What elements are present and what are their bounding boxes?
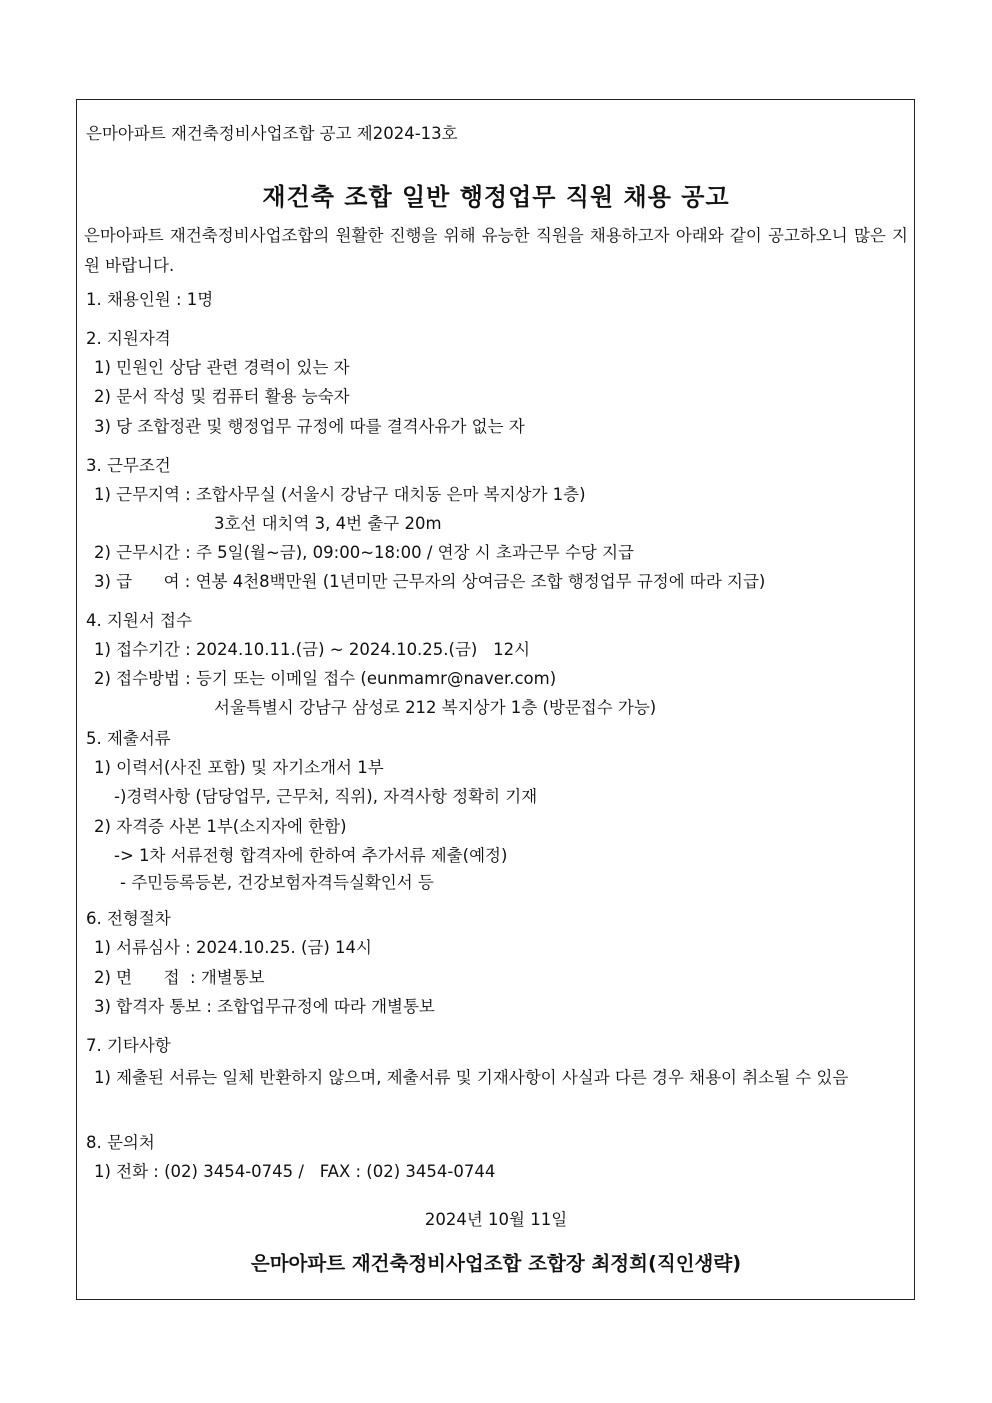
section-3-item: 2) 근무시간 : 주 5일(월~금), 09:00~18:00 / 연장 시 초과근무 수당 지급 bbox=[94, 543, 634, 562]
section-4-item: 2) 접수방법 : 등기 또는 이메일 접수 (eunmamr@naver.com) bbox=[94, 669, 557, 688]
section-3-item-continuation: 3호선 대치역 3, 4번 출구 20m bbox=[214, 514, 442, 533]
section-8-item: 1) 전화 : (02) 3454-0745 / FAX : (02) 3454-0744 bbox=[94, 1162, 496, 1181]
section-5-heading: 5. 제출서류 bbox=[86, 729, 171, 748]
section-6-heading: 6. 전형절차 bbox=[86, 909, 171, 928]
section-2-item: 1) 민원인 상담 관련 경력이 있는 자 bbox=[94, 358, 350, 377]
section-6-item: 3) 합격자 통보 : 조합업무규정에 따라 개별통보 bbox=[94, 997, 435, 1016]
section-5-subitem: -)경력사항 (담당업무, 근무처, 직위), 자격사항 정확히 기재 bbox=[114, 787, 538, 806]
section-5-subitem: -> 1차 서류전형 합격자에 한하여 추가서류 제출(예정) bbox=[114, 846, 508, 865]
issue-date: 2024년 10월 11일 bbox=[424, 1210, 568, 1229]
signature-line: 은마아파트 재건축정비사업조합 조합장 최정희(직인생략) bbox=[250, 1252, 742, 1275]
section-3-item: 1) 근무지역 : 조합사무실 (서울시 강남구 대치동 은마 복지상가 1층) bbox=[94, 485, 586, 504]
section-6-item: 2) 면 접 : 개별통보 bbox=[94, 968, 265, 987]
section-4-heading: 4. 지원서 접수 bbox=[86, 611, 192, 630]
section-5-item: 1) 이력서(사진 포함) 및 자기소개서 1부 bbox=[94, 758, 384, 777]
section-7-item: 1) 제출된 서류는 일체 반환하지 않으며, 제출서류 및 기재사항이 사실과 다른 경우 채용이 취소될 수 있음 bbox=[94, 1068, 849, 1087]
section-3-heading: 3. 근무조건 bbox=[86, 456, 171, 475]
section-5-item: 2) 자격증 사본 1부(소지자에 한함) bbox=[94, 817, 347, 836]
section-7-heading: 7. 기타사항 bbox=[86, 1036, 171, 1055]
section-8-heading: 8. 문의처 bbox=[86, 1133, 155, 1152]
section-2-heading: 2. 지원자격 bbox=[86, 329, 171, 348]
notice-number: 은마아파트 재건축정비사업조합 공고 제2024-13호 bbox=[86, 124, 458, 143]
section-2-item: 3) 당 조합정관 및 행정업무 규정에 따를 결격사유가 없는 자 bbox=[94, 417, 525, 436]
section-3-item: 3) 급 여 : 연봉 4천8백만원 (1년미만 근무자의 상여금은 조합 행정업무 규정에 따라 지급) bbox=[94, 572, 766, 591]
intro-paragraph: 은마아파트 재건축정비사업조합의 원활한 진행을 위해 유능한 직원을 채용하고자 아래와 같이 공고하오니 많은 지원 바랍니다. bbox=[84, 226, 908, 275]
section-6-item: 1) 서류심사 : 2024.10.25. (금) 14시 bbox=[94, 938, 372, 957]
section-2-item: 2) 문서 작성 및 컴퓨터 활용 능숙자 bbox=[94, 387, 350, 406]
document-title: 재건축 조합 일반 행정업무 직원 채용 공고 bbox=[262, 183, 730, 211]
section-4-item: 1) 접수기간 : 2024.10.11.(금) ~ 2024.10.25.(금) 12시 bbox=[94, 640, 531, 659]
section-1-recruitment-count: 1. 채용인원 : 1명 bbox=[86, 290, 214, 309]
section-4-item-continuation: 서울특별시 강남구 삼성로 212 복지상가 1층 (방문접수 가능) bbox=[214, 698, 657, 717]
section-5-subitem: - 주민등록등본, 건강보험자격득실확인서 등 bbox=[120, 873, 434, 892]
